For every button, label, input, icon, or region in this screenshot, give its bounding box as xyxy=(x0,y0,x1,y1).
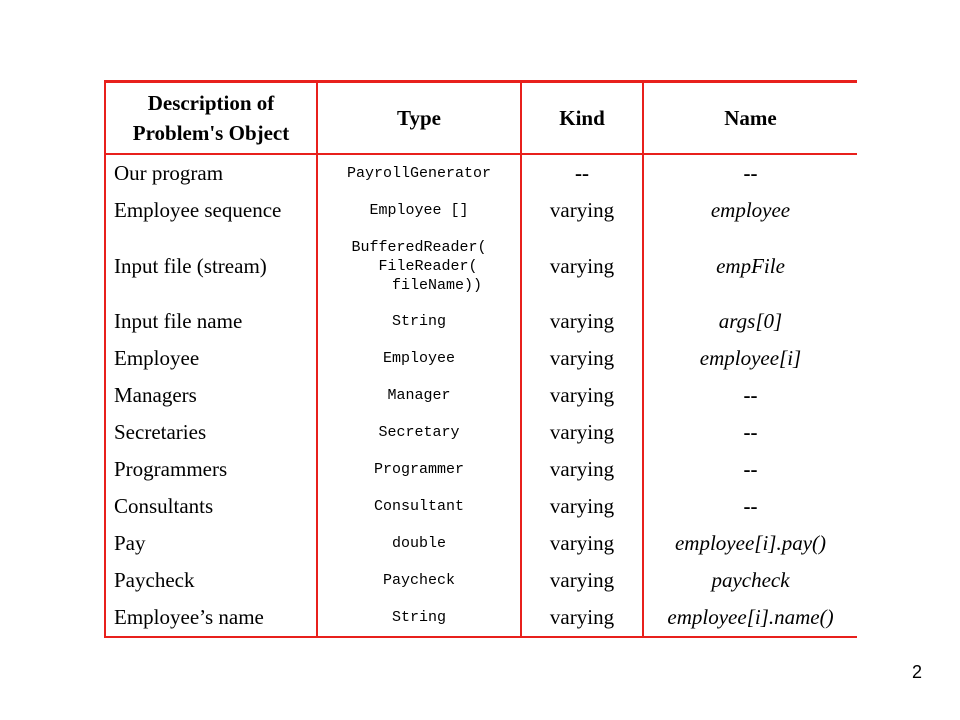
row-kind: varying xyxy=(521,377,643,414)
row-name: paycheck xyxy=(643,562,857,599)
row-description: Input file (stream) xyxy=(105,229,317,303)
page-number: 2 xyxy=(911,662,922,682)
table-row xyxy=(105,599,857,637)
row-kind: varying xyxy=(521,599,643,637)
row-kind: varying xyxy=(521,451,643,488)
row-name: employee[i] xyxy=(643,340,857,377)
row-description: Consultants xyxy=(105,488,317,525)
table-row xyxy=(105,303,857,340)
row-type: PayrollGenerator xyxy=(317,154,521,192)
row-description: Managers xyxy=(105,377,317,414)
object-table xyxy=(104,80,857,638)
row-description: Secretaries xyxy=(105,414,317,451)
table-header-row xyxy=(105,82,857,155)
row-type: Employee xyxy=(317,340,521,377)
table-row xyxy=(105,562,857,599)
table-row xyxy=(105,229,857,303)
header-name: Name xyxy=(643,82,857,155)
row-name: -- xyxy=(643,377,857,414)
header-type: Type xyxy=(317,82,521,155)
row-name: -- xyxy=(643,154,857,192)
row-type: String xyxy=(317,599,521,637)
table-row xyxy=(105,525,857,562)
row-description: Programmers xyxy=(105,451,317,488)
row-kind: varying xyxy=(521,562,643,599)
table-row xyxy=(105,488,857,525)
row-name: employee[i].pay() xyxy=(643,525,857,562)
row-type: Manager xyxy=(317,377,521,414)
row-type: Programmer xyxy=(317,451,521,488)
row-type: Consultant xyxy=(317,488,521,525)
header-description xyxy=(105,82,317,155)
row-kind: varying xyxy=(521,303,643,340)
row-kind: -- xyxy=(521,154,643,192)
header-description-line2: Problem's Object xyxy=(132,121,290,145)
row-type: BufferedReader( FileReader( fileName)) xyxy=(317,229,521,303)
row-description: Paycheck xyxy=(105,562,317,599)
row-description: Our program xyxy=(105,154,317,192)
row-type: double xyxy=(317,525,521,562)
header-kind: Kind xyxy=(521,82,643,155)
table-row xyxy=(105,340,857,377)
row-kind: varying xyxy=(521,414,643,451)
table-row xyxy=(105,451,857,488)
row-name: -- xyxy=(643,451,857,488)
row-kind: varying xyxy=(521,192,643,229)
row-kind: varying xyxy=(521,340,643,377)
row-kind: varying xyxy=(521,229,643,303)
header-description-line1: Description of xyxy=(147,91,275,115)
table-body xyxy=(105,154,857,637)
table-row xyxy=(105,192,857,229)
row-type: Paycheck xyxy=(317,562,521,599)
row-name: employee[i].name() xyxy=(643,599,857,637)
row-kind: varying xyxy=(521,525,643,562)
table-row xyxy=(105,154,857,192)
row-type: Secretary xyxy=(317,414,521,451)
row-name: -- xyxy=(643,488,857,525)
row-name: empFile xyxy=(643,229,857,303)
table-row xyxy=(105,377,857,414)
row-description: Employee xyxy=(105,340,317,377)
row-description: Pay xyxy=(105,525,317,562)
row-type: Employee [] xyxy=(317,192,521,229)
row-description: Input file name xyxy=(105,303,317,340)
row-description: Employee sequence xyxy=(105,192,317,229)
row-name: args[0] xyxy=(643,303,857,340)
row-description: Employee’s name xyxy=(105,599,317,637)
row-type: String xyxy=(317,303,521,340)
row-kind: varying xyxy=(521,488,643,525)
row-name: employee xyxy=(643,192,857,229)
row-name: -- xyxy=(643,414,857,451)
table-row xyxy=(105,414,857,451)
